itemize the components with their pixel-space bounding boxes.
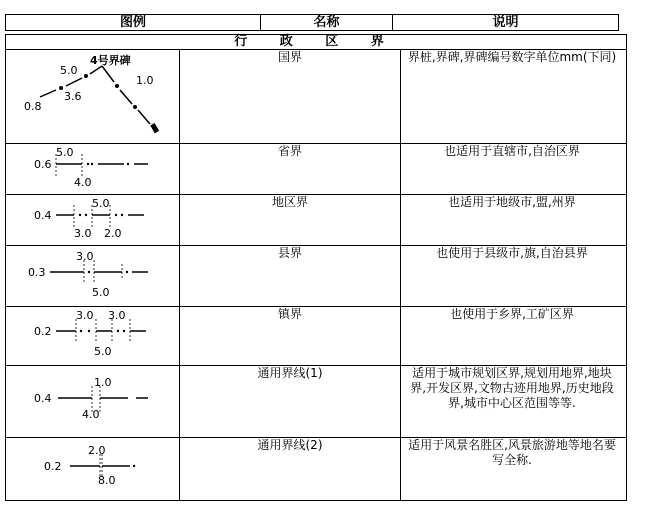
legend-label: 5.0 (56, 146, 74, 159)
table-border-right (626, 35, 627, 501)
legend-symbol-town-boundary (10, 309, 176, 363)
row-desc-national-boundary: 界桩,界碑,界碑编号数字单位mm(下同) (407, 50, 617, 64)
legend-label: 3.6 (64, 90, 82, 103)
table-border-bottom (5, 500, 627, 501)
row-name-province-boundary: 省界 (277, 144, 302, 158)
legend-label: 0.4 (34, 209, 52, 222)
legend-label: 3.0 (76, 250, 94, 263)
legend-label: 0.6 (34, 158, 52, 171)
row-name-town-boundary: 镇界 (277, 307, 302, 321)
legend-label: 0.2 (44, 460, 62, 473)
row-name-general-boundary-1: 通用界线(1) (257, 366, 323, 380)
legend-symbol-district-boundary (10, 197, 176, 243)
section-title: 行 政 区 界 (234, 34, 398, 49)
legend-label: 4.0 (74, 176, 92, 189)
legend-label: 1.0 (94, 376, 112, 389)
legend-label: 0.8 (24, 100, 42, 113)
legend-label: 4.0 (82, 408, 100, 421)
legend-label: 5.0 (60, 64, 78, 77)
table-border-top (5, 34, 627, 35)
header-description-label: 说明 (492, 15, 519, 30)
row-name-national-boundary: 国界 (277, 50, 302, 64)
header-legend (5, 14, 261, 31)
legend-label: 5.0 (92, 286, 110, 299)
row-desc-town-boundary: 也使用于乡界,工矿区界 (450, 307, 574, 321)
legend-label: 0.2 (34, 325, 52, 338)
legend-label: 0.4 (34, 392, 52, 405)
legend-symbol-general-boundary-1 (10, 368, 176, 434)
legend-label: 4号界碑 (90, 54, 131, 67)
row-name-district-boundary: 地区界 (271, 195, 308, 209)
header-name-label: 名称 (313, 15, 340, 30)
legend-symbol-province-boundary (10, 146, 176, 192)
legend-symbol-county-boundary (10, 248, 176, 304)
legend-symbol-general-boundary-2 (10, 440, 176, 498)
legend-label: 5.0 (94, 345, 112, 358)
legend-label: 3.0 (74, 227, 92, 240)
legend-label: 8.0 (98, 474, 116, 487)
legend-label: 3.0 (76, 309, 94, 322)
legend-label: 3.0 (108, 309, 126, 322)
legend-label: 5.0 (92, 197, 110, 210)
row-desc-district-boundary: 也适用于地级市,盟,州界 (448, 195, 576, 209)
table-column-divider (179, 49, 180, 501)
legend-label: 0.3 (28, 266, 46, 279)
row-desc-province-boundary: 也适用于直辖市,自治区界 (444, 144, 580, 158)
table-column-divider (400, 49, 401, 501)
row-desc-general-boundary-1: 适用于城市规划区界,规划用地界,地块界,开发区界,文物古迹用地界,历史地段界,城市中心区范围等等. (410, 366, 614, 410)
legend-label: 2.0 (88, 444, 106, 457)
header-name (260, 14, 393, 31)
row-name-general-boundary-2: 通用界线(2) (257, 438, 323, 452)
legend-label: 1.0 (136, 74, 154, 87)
row-desc-county-boundary: 也使用于县级市,旗,自治县界 (436, 246, 588, 260)
table-border-left (5, 35, 6, 501)
legend-label: 2.0 (104, 227, 122, 240)
row-name-county-boundary: 县界 (277, 246, 302, 260)
row-desc-general-boundary-2: 适用于风景名胜区,风景旅游地等地名要写全称. (408, 438, 616, 467)
header-legend-label: 图例 (119, 15, 146, 30)
legend-symbol-national-boundary (10, 52, 176, 140)
header-description (392, 14, 619, 31)
